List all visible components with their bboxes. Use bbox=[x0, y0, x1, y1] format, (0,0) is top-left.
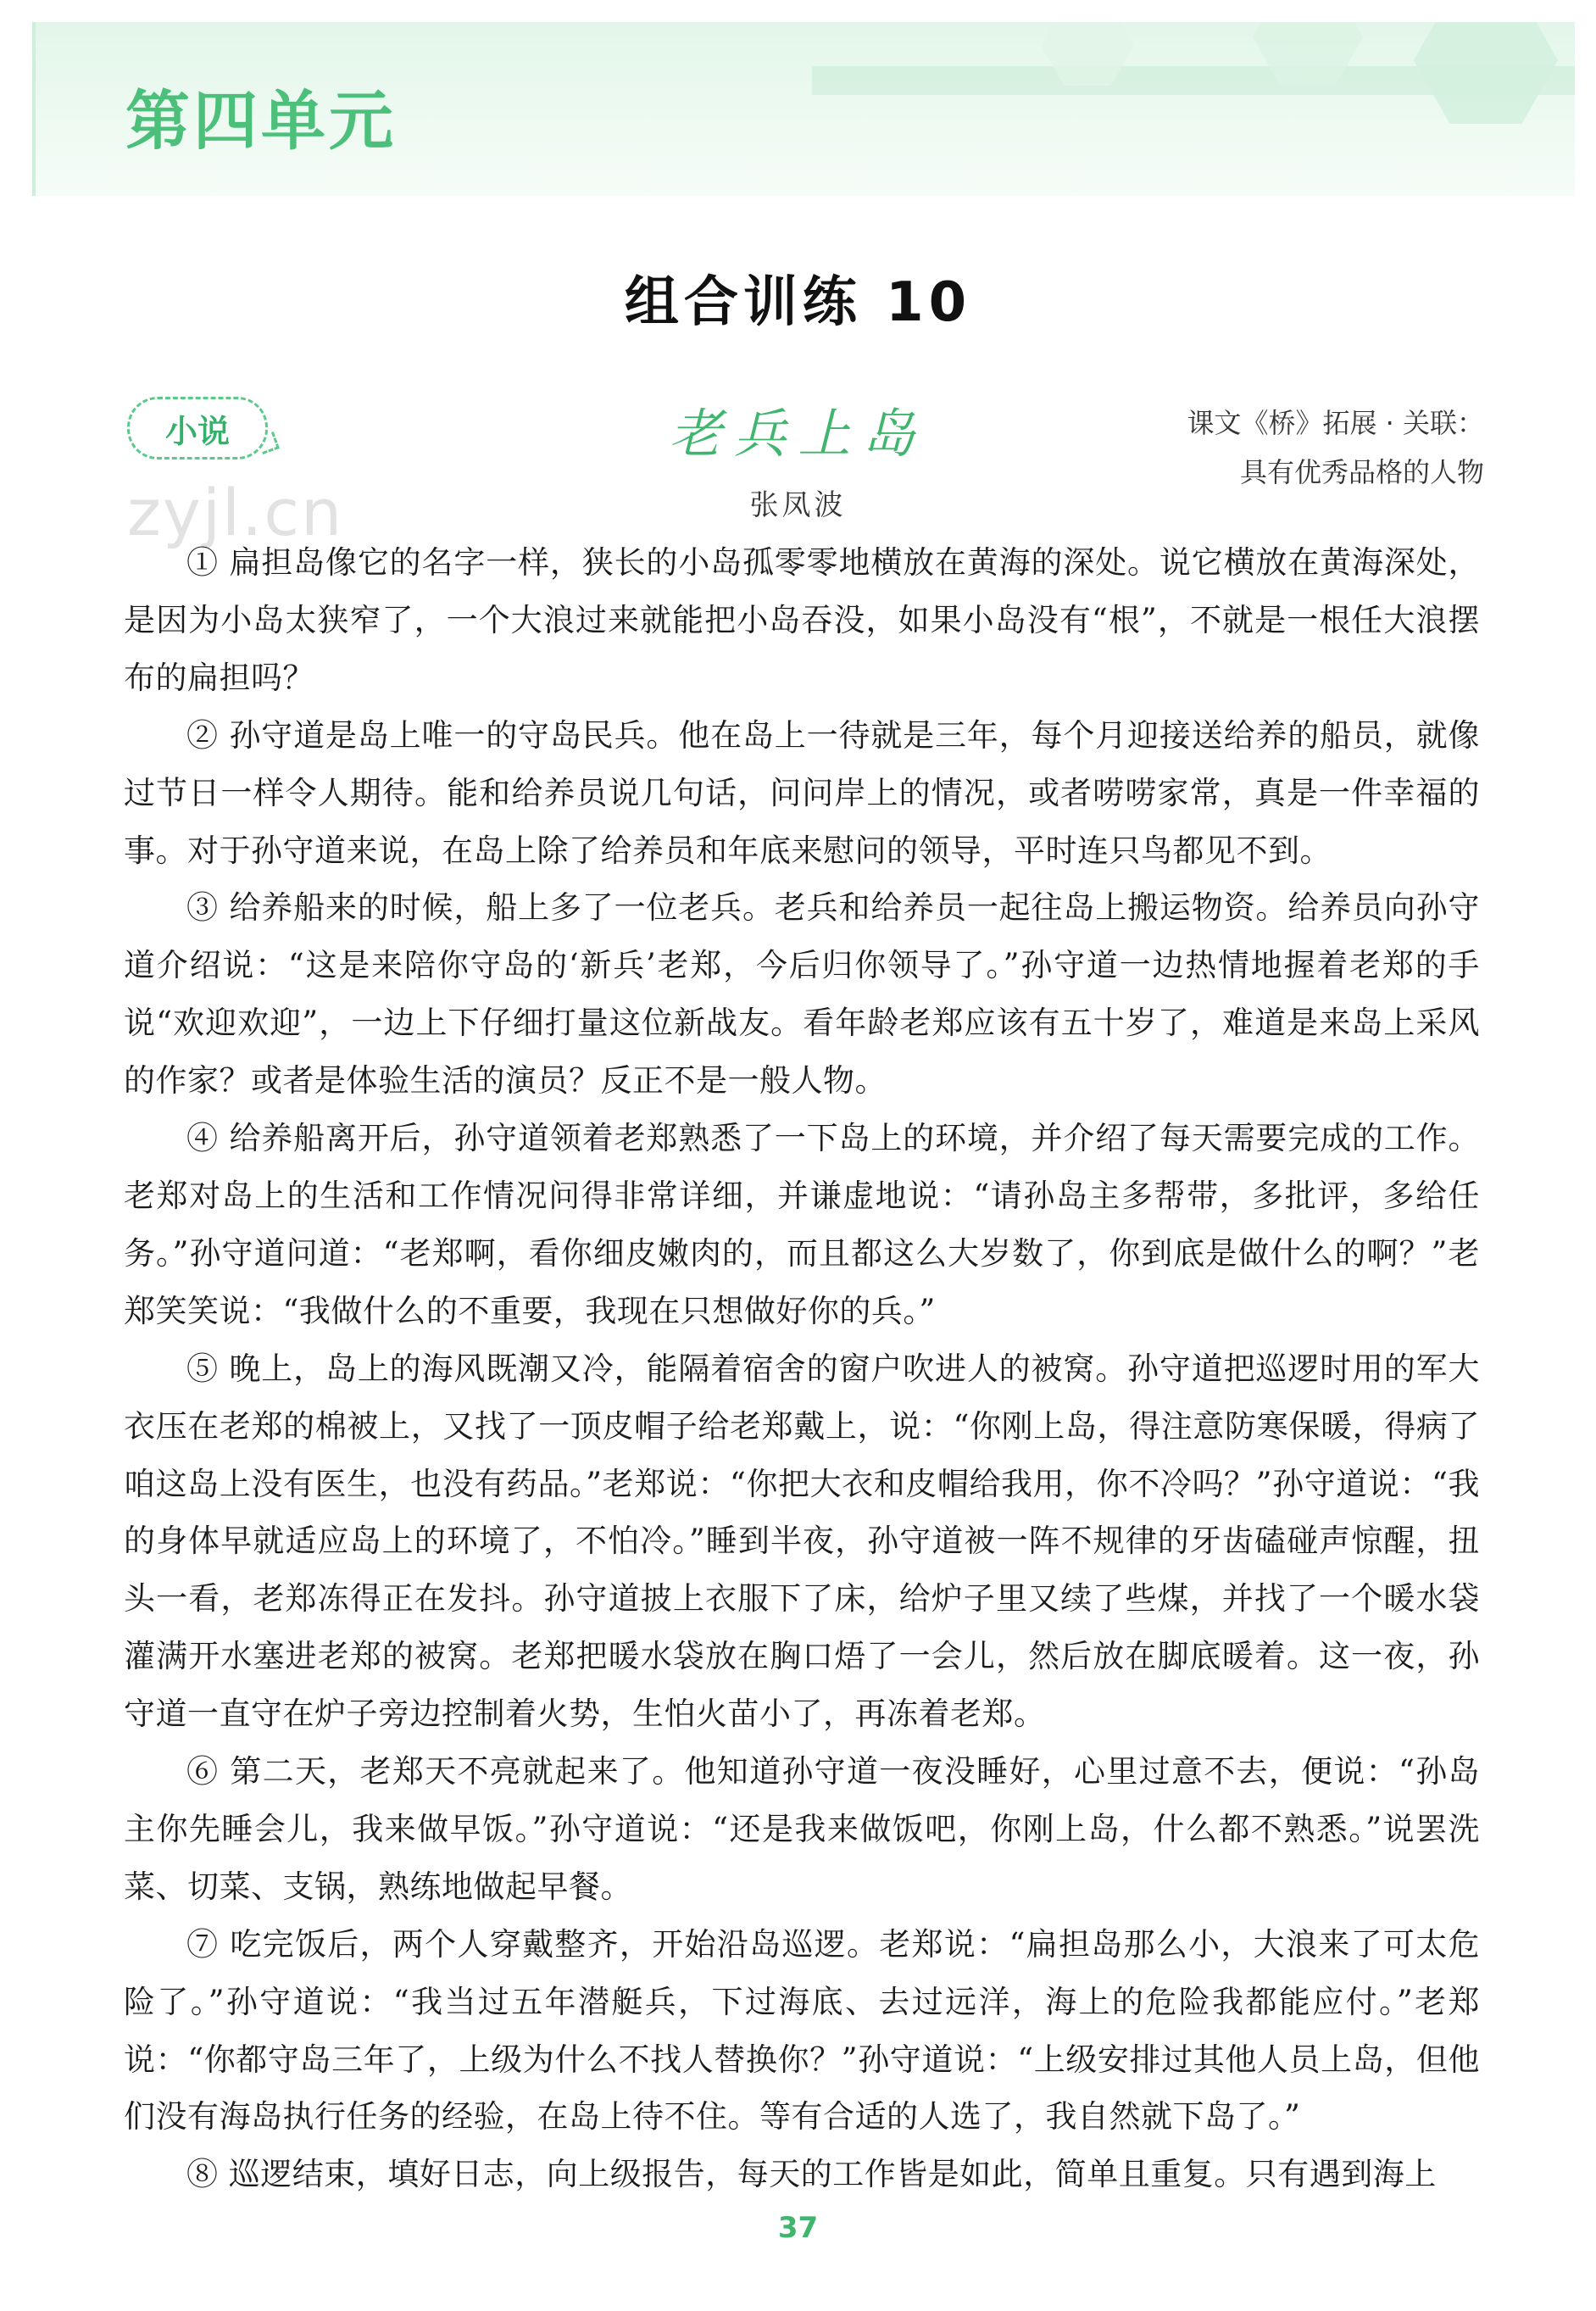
story-body bbox=[124, 534, 1480, 2203]
story-title: 老兵上岛 bbox=[669, 403, 927, 465]
paragraph-6: ⑥ 第二天，老郑天不亮就起来了。他知道孙守道一夜没睡好，心里过意不去，便说：“孙岛主你先睡会儿，我来做早饭。”孙守道说：“还是我来做饭吧，你刚上岛，什么都不熟悉。”说罢洗菜、切菜、支锅，熟练地做起早餐。 bbox=[124, 1753, 1480, 1905]
paragraph-3: ③ 给养船来的时候，船上多了一位老兵。老兵和给养员一起往岛上搬运物资。给养员向孙守道介绍说：“这是来陪你守岛的‘新兵’老郑，今后归你领导了。”孙守道一边热情地握着老郑的手说“欢迎欢迎”，一边上下仔细打量这位新战友。看年龄老郑应该有五十岁了，难道是来岛上采风的作家？或者是体验生活的演员？反正不是一般人物。 bbox=[124, 889, 1480, 1100]
unit-title: 第四单元 bbox=[125, 83, 397, 159]
lesson-title: 组合训练 10 bbox=[624, 271, 972, 334]
banner-edge bbox=[32, 22, 36, 196]
story-author: 张凤波 bbox=[749, 488, 847, 522]
hexagon-decoration bbox=[1414, 22, 1558, 124]
paragraph-5: ⑤ 晚上，岛上的海风既潮又冷，能隔着宿舍的窗户吹进人的被窝。孙守道把巡逻时用的军大衣压在老郑的棉被上，又找了一顶皮帽子给老郑戴上，说：“你刚上岛，得注意防寒保暖，得病了咱这岛上没有医生，也没有药品。”老郑说：“你把大衣和皮帽给我用，你不冷吗？”孙守道说：“我的身体早就适应岛上的环境了，不怕冷。”睡到半夜，孙守道被一阵不规律的牙齿磕碰声惊醒，扭头一看，老郑冻得正在发抖。孙守道披上衣服下了床，给炉子里又续了些煤，并找了一个暖水袋灌满开水塞进老郑的被窝。老郑把暖水袋放在胸口焐了一会儿，然后放在脚底暖着。这一夜，孙守道一直守在炉子旁边控制着火势，生怕火苗小了，再冻着老郑。 bbox=[124, 1350, 1480, 1733]
paragraph-8: ⑧ 巡逻结束，填好日志，向上级报告，每天的工作皆是如此，简单且重复。只有遇到海上 bbox=[186, 2156, 1437, 2193]
paragraph-4: ④ 给养船离开后，孙守道领着老郑熟悉了一下岛上的环境，并介绍了每天需要完成的工作。老郑对岛上的生活和工作情况问得非常详细，并谦虚地说：“请孙岛主多帮带，多批评，多给任务。”孙守道问道：“老郑啊，看你细皮嫩肉的，而且都这么大岁数了，你到底是做什么的啊？”老郑笑笑说：“我做什么的不重要，我现在只想做好你的兵。” bbox=[124, 1120, 1480, 1329]
paragraph-2: ② 孙守道是岛上唯一的守岛民兵。他在岛上一待就是三年，每个月迎接送给养的船员，就像过节日一样令人期待。能和给养员说几句话，问问岸上的情况，或者唠唠家常，真是一件幸福的事。对于孙守道来说，在岛上除了给养员和年底来慰问的领导，平时连只鸟都见不到。 bbox=[124, 716, 1480, 869]
genre-label: 小说 bbox=[164, 412, 230, 450]
side-note-line-2: 具有优秀品格的人物 bbox=[1239, 456, 1484, 488]
page-number: 37 bbox=[777, 2211, 819, 2245]
side-note bbox=[1187, 398, 1484, 497]
paragraph-1: ① 扁担岛像它的名字一样，狭长的小岛孤零零地横放在黄海的深处。说它横放在黄海深处，是因为小岛太狭窄了，一个大浪过来就能把小岛吞没，如果小岛没有“根”，不就是一根任大浪摆布的扁担吗？ bbox=[124, 544, 1480, 696]
watermark: zyjl.cn bbox=[127, 475, 344, 550]
paragraph-7: ⑦ 吃完饭后，两个人穿戴整齐，开始沿岛巡逻。老郑说：“扁担岛那么小，大浪来了可太危险了。”孙守道说：“我当过五年潜艇兵，下过海底、去过远洋，海上的危险我都能应付。”老郑说：“你都守岛三年了，上级为什么不找人替换你？”孙守道说：“上级安排过其他人员上岛，但他们没有海岛执行任务的经验，在岛上待不住。等有合适的人选了，我自然就下岛了。” bbox=[124, 1925, 1480, 2136]
side-note-line-1: 课文《桥》拓展 · 关联： bbox=[1187, 407, 1484, 439]
